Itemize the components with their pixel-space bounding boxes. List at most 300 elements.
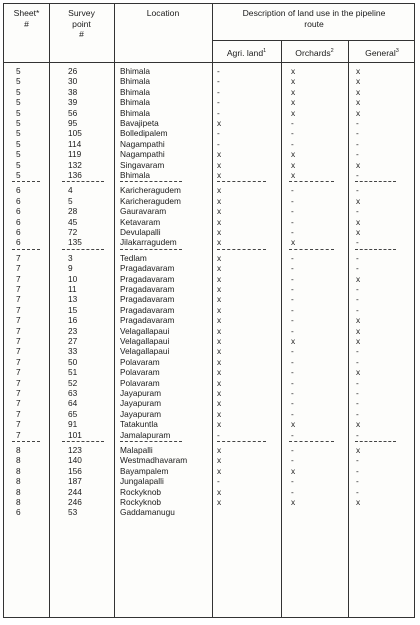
sheet-cell: 8 bbox=[16, 465, 21, 476]
table-row bbox=[4, 409, 414, 419]
point-cell: 135 bbox=[68, 237, 82, 248]
group-separator bbox=[355, 181, 396, 182]
point-cell: 51 bbox=[68, 367, 78, 378]
point-cell: 23 bbox=[68, 325, 78, 336]
general-cell: - bbox=[356, 356, 359, 367]
orchards-cell: - bbox=[291, 252, 294, 263]
orchards-cell: - bbox=[291, 445, 294, 455]
table-row bbox=[4, 430, 414, 440]
location-cell: Rockyknob bbox=[120, 497, 162, 507]
location-cell: Pragadavaram bbox=[120, 304, 175, 315]
group-separator bbox=[62, 181, 104, 182]
header-sheet-label: Sheet* bbox=[13, 8, 40, 18]
agri-cell: x bbox=[217, 170, 222, 180]
agri-cell: x bbox=[217, 419, 222, 430]
table-row bbox=[4, 419, 414, 429]
general-cell: - bbox=[356, 128, 359, 139]
agri-cell: x bbox=[217, 149, 222, 160]
general-cell: - bbox=[356, 455, 359, 466]
agri-cell: - bbox=[217, 429, 220, 440]
orchards-cell: - bbox=[291, 398, 294, 409]
agri-cell: x bbox=[217, 284, 222, 294]
agri-cell: x bbox=[217, 486, 222, 497]
agri-cell: - bbox=[217, 476, 220, 487]
location-cell: Karicheragudem bbox=[120, 195, 181, 206]
location-cell: Pragadavaram bbox=[120, 294, 175, 305]
group-separator bbox=[120, 441, 182, 442]
sheet-cell: 8 bbox=[16, 445, 21, 455]
location-cell: Polavaram bbox=[120, 367, 160, 378]
agri-cell: x bbox=[217, 237, 222, 248]
point-cell: 10 bbox=[68, 273, 78, 284]
point-cell: 9 bbox=[68, 263, 73, 274]
general-cell: - bbox=[356, 237, 359, 248]
general-cell: - bbox=[356, 429, 359, 440]
location-cell: Ketavaram bbox=[120, 216, 161, 227]
table-row bbox=[4, 118, 414, 128]
point-cell: 114 bbox=[68, 138, 82, 149]
group-separator bbox=[62, 441, 104, 442]
general-cell: - bbox=[356, 149, 359, 160]
location-cell: Tedlam bbox=[120, 252, 147, 263]
general-cell: x bbox=[356, 336, 361, 346]
point-cell: 39 bbox=[68, 97, 78, 108]
point-cell: 27 bbox=[68, 336, 78, 346]
general-cell: - bbox=[356, 304, 359, 315]
sheet-cell: 5 bbox=[16, 128, 21, 139]
point-cell: 16 bbox=[68, 315, 78, 326]
sheet-cell: 5 bbox=[16, 159, 21, 170]
sheet-cell: 5 bbox=[16, 138, 21, 149]
table-row bbox=[4, 206, 414, 216]
orchards-cell: - bbox=[291, 377, 294, 388]
general-cell: - bbox=[356, 476, 359, 487]
sheet-cell: 7 bbox=[16, 252, 21, 263]
orchards-cell: - bbox=[291, 118, 294, 128]
general-cell: - bbox=[356, 465, 359, 476]
agri-cell: x bbox=[217, 159, 222, 170]
sheet-cell: 7 bbox=[16, 294, 21, 305]
point-cell: 30 bbox=[68, 76, 78, 87]
sheet-cell: 6 bbox=[16, 206, 21, 217]
agri-cell: x bbox=[217, 377, 222, 388]
sheet-cell: 5 bbox=[16, 118, 21, 128]
orchards-cell: - bbox=[291, 356, 294, 367]
header-agri-label: Agri. land bbox=[226, 47, 264, 58]
agri-cell: - bbox=[217, 76, 220, 87]
table-row bbox=[4, 466, 414, 476]
point-cell: 95 bbox=[68, 118, 78, 128]
sheet-cell: 7 bbox=[16, 273, 21, 284]
location-cell: Jamalapuram bbox=[120, 429, 171, 440]
general-cell: x bbox=[356, 497, 361, 507]
group-separator bbox=[289, 441, 334, 442]
table-row bbox=[4, 128, 414, 138]
sheet-cell: 6 bbox=[16, 185, 21, 196]
sheet-cell: 5 bbox=[16, 66, 21, 76]
agri-cell: x bbox=[217, 263, 222, 274]
general-cell: - bbox=[356, 398, 359, 409]
table-row bbox=[4, 326, 414, 336]
location-cell: Polavaram bbox=[120, 356, 160, 367]
table-row bbox=[4, 378, 414, 388]
point-cell: 38 bbox=[68, 86, 78, 97]
table-row bbox=[4, 263, 414, 273]
point-cell: 65 bbox=[68, 408, 78, 419]
agri-cell: x bbox=[217, 195, 222, 206]
orchards-cell: - bbox=[291, 388, 294, 398]
general-cell: - bbox=[356, 408, 359, 419]
sheet-cell: 6 bbox=[16, 237, 21, 248]
sheet-cell: 7 bbox=[16, 429, 21, 440]
orchards-cell: - bbox=[291, 185, 294, 196]
orchards-cell: - bbox=[291, 486, 294, 497]
location-cell: Bolledipalem bbox=[120, 128, 168, 139]
table-row bbox=[4, 97, 414, 107]
agri-cell: x bbox=[217, 325, 222, 336]
location-cell: Pragadavaram bbox=[120, 284, 175, 294]
point-cell: 187 bbox=[68, 476, 82, 487]
point-cell: 13 bbox=[68, 294, 78, 305]
point-cell: 105 bbox=[68, 128, 82, 139]
group-separator bbox=[289, 249, 334, 250]
land-use-table bbox=[3, 3, 415, 618]
header-general-label: General bbox=[365, 47, 396, 58]
location-cell: Velagallapaui bbox=[120, 336, 170, 346]
point-cell: 63 bbox=[68, 388, 78, 398]
general-cell: x bbox=[356, 76, 361, 87]
point-cell: 4 bbox=[68, 185, 73, 196]
table-row bbox=[4, 87, 414, 97]
point-cell: 45 bbox=[68, 216, 78, 227]
table-row bbox=[4, 237, 414, 247]
agri-cell: x bbox=[217, 455, 222, 466]
general-cell: x bbox=[356, 195, 361, 206]
table-row bbox=[4, 76, 414, 86]
point-cell: 91 bbox=[68, 419, 78, 430]
header-subrule bbox=[212, 40, 414, 41]
point-cell: 52 bbox=[68, 377, 78, 388]
sheet-cell: 8 bbox=[16, 486, 21, 497]
header-location: Location bbox=[146, 8, 180, 18]
sheet-cell: 7 bbox=[16, 398, 21, 409]
agri-cell: x bbox=[217, 445, 222, 455]
header-point-label: point bbox=[72, 18, 91, 29]
header-sheet bbox=[4, 8, 49, 29]
orchards-cell: - bbox=[291, 346, 294, 357]
point-cell: 56 bbox=[68, 107, 78, 118]
orchards-cell: x bbox=[291, 66, 296, 76]
sheet-cell: 7 bbox=[16, 346, 21, 357]
header-agri bbox=[212, 46, 281, 58]
general-cell: x bbox=[356, 159, 361, 170]
sheet-cell: 7 bbox=[16, 304, 21, 315]
agri-cell: x bbox=[217, 315, 222, 326]
general-cell: x bbox=[356, 86, 361, 97]
agri-cell: x bbox=[217, 408, 222, 419]
orchards-cell: - bbox=[291, 128, 294, 139]
table-row bbox=[4, 357, 414, 367]
point-cell: 119 bbox=[68, 149, 82, 160]
agri-cell: x bbox=[217, 185, 222, 196]
orchards-cell: - bbox=[291, 138, 294, 149]
orchards-cell: x bbox=[291, 170, 296, 180]
general-cell: x bbox=[356, 367, 361, 378]
header-description-line2: route bbox=[304, 18, 324, 29]
agri-cell: x bbox=[217, 304, 222, 315]
sheet-cell: 5 bbox=[16, 107, 21, 118]
table-row bbox=[4, 217, 414, 227]
header-point-unit: # bbox=[79, 29, 84, 39]
agri-cell: x bbox=[217, 398, 222, 409]
point-cell: 15 bbox=[68, 304, 78, 315]
group-separator bbox=[289, 181, 334, 182]
sheet-cell: 7 bbox=[16, 419, 21, 430]
group-separator bbox=[217, 441, 266, 442]
agri-cell: x bbox=[217, 227, 222, 237]
orchards-cell: - bbox=[291, 195, 294, 206]
table-row bbox=[4, 507, 414, 517]
orchards-cell: - bbox=[291, 408, 294, 419]
general-cell: x bbox=[356, 107, 361, 118]
general-cell: - bbox=[356, 252, 359, 263]
table-row bbox=[4, 476, 414, 486]
point-cell: 132 bbox=[68, 159, 82, 170]
header-general-footnote: 3 bbox=[395, 48, 399, 54]
header-sheet-unit: # bbox=[24, 18, 29, 29]
orchards-cell: x bbox=[291, 465, 296, 476]
point-cell: 156 bbox=[68, 465, 82, 476]
sheet-cell: 7 bbox=[16, 388, 21, 398]
orchards-cell: x bbox=[291, 149, 296, 160]
sheet-cell: 7 bbox=[16, 336, 21, 346]
point-cell: 72 bbox=[68, 227, 78, 237]
header-survey-point bbox=[49, 8, 114, 40]
table-row bbox=[4, 253, 414, 263]
header-general bbox=[348, 46, 416, 58]
header-orchards bbox=[281, 46, 348, 58]
header-description bbox=[212, 8, 416, 29]
table-row bbox=[4, 315, 414, 325]
general-cell: - bbox=[356, 388, 359, 398]
group-separator bbox=[120, 181, 182, 182]
table-row bbox=[4, 398, 414, 408]
header-rule bbox=[4, 62, 414, 63]
location-cell: Jayapuram bbox=[120, 388, 162, 398]
sheet-cell: 8 bbox=[16, 497, 21, 507]
orchards-cell: - bbox=[291, 227, 294, 237]
location-cell: Westmadhavaram bbox=[120, 455, 188, 466]
agri-cell: x bbox=[217, 356, 222, 367]
header-description-line1: Description of land use in the pipeline bbox=[242, 8, 386, 18]
table-row bbox=[4, 294, 414, 304]
agri-cell: - bbox=[217, 107, 220, 118]
general-cell: - bbox=[356, 138, 359, 149]
location-cell: Velagallapaui bbox=[120, 325, 170, 336]
sheet-cell: 7 bbox=[16, 325, 21, 336]
sheet-cell: 7 bbox=[16, 367, 21, 378]
sheet-cell: 6 bbox=[16, 216, 21, 227]
agri-cell: - bbox=[217, 128, 220, 139]
general-cell: x bbox=[356, 66, 361, 76]
sheet-cell: 5 bbox=[16, 97, 21, 108]
location-cell: Polavaram bbox=[120, 377, 160, 388]
table-row bbox=[4, 196, 414, 206]
table-row bbox=[4, 160, 414, 170]
general-cell: - bbox=[356, 294, 359, 305]
table-row bbox=[4, 445, 414, 455]
sheet-cell: 6 bbox=[16, 195, 21, 206]
location-cell: Pragadavaram bbox=[120, 315, 175, 326]
agri-cell: x bbox=[217, 252, 222, 263]
point-cell: 28 bbox=[68, 206, 78, 217]
orchards-cell: x bbox=[291, 107, 296, 118]
orchards-cell: x bbox=[291, 97, 296, 108]
group-separator bbox=[217, 249, 266, 250]
location-cell: Jilakarragudem bbox=[120, 237, 177, 248]
location-cell: Tatakuntla bbox=[120, 419, 158, 430]
orchards-cell: - bbox=[291, 216, 294, 227]
point-cell: 64 bbox=[68, 398, 78, 409]
location-cell: Jayapuram bbox=[120, 398, 162, 409]
general-cell: x bbox=[356, 97, 361, 108]
orchards-cell: - bbox=[291, 476, 294, 487]
location-cell: Malapalli bbox=[120, 445, 153, 455]
agri-cell: x bbox=[217, 388, 222, 398]
group-separator bbox=[217, 181, 266, 182]
table-row bbox=[4, 66, 414, 76]
agri-cell: x bbox=[217, 206, 222, 217]
table-row bbox=[4, 455, 414, 465]
general-cell: - bbox=[356, 263, 359, 274]
location-cell: Jungalapalli bbox=[120, 476, 164, 487]
general-cell: x bbox=[356, 227, 361, 237]
orchards-cell: - bbox=[291, 367, 294, 378]
general-cell: x bbox=[356, 325, 361, 336]
table-row bbox=[4, 487, 414, 497]
sheet-cell: 6 bbox=[16, 507, 21, 518]
agri-cell: - bbox=[217, 86, 220, 97]
agri-cell: x bbox=[217, 346, 222, 357]
location-cell: Bhimala bbox=[120, 76, 150, 87]
point-cell: 53 bbox=[68, 507, 78, 518]
general-cell: - bbox=[356, 170, 359, 180]
agri-cell: x bbox=[217, 336, 222, 346]
point-cell: 11 bbox=[68, 284, 77, 294]
agri-cell: - bbox=[217, 138, 220, 149]
sheet-cell: 5 bbox=[16, 149, 21, 160]
orchards-cell: x bbox=[291, 497, 296, 507]
agri-cell: x bbox=[217, 294, 222, 305]
group-separator bbox=[355, 441, 396, 442]
location-cell: Bhimala bbox=[120, 86, 150, 97]
location-cell: Bhimala bbox=[120, 97, 150, 108]
general-cell: - bbox=[356, 118, 359, 128]
location-cell: Nagampathi bbox=[120, 138, 165, 149]
orchards-cell: - bbox=[291, 429, 294, 440]
location-cell: Bhimala bbox=[120, 66, 150, 76]
orchards-cell: x bbox=[291, 237, 296, 248]
agri-cell: x bbox=[217, 273, 222, 284]
table-row bbox=[4, 336, 414, 346]
location-cell: Bhimala bbox=[120, 107, 150, 118]
orchards-cell: - bbox=[291, 304, 294, 315]
table-row bbox=[4, 139, 414, 149]
general-cell: x bbox=[356, 445, 361, 455]
orchards-cell: - bbox=[291, 315, 294, 326]
point-cell: 244 bbox=[68, 486, 82, 497]
header-survey-label: Survey bbox=[68, 8, 95, 18]
point-cell: 136 bbox=[68, 170, 82, 180]
general-cell: x bbox=[356, 419, 361, 430]
orchards-cell: - bbox=[291, 455, 294, 466]
location-cell: Bhimala bbox=[120, 170, 150, 180]
point-cell: 123 bbox=[68, 445, 82, 455]
point-cell: 140 bbox=[68, 455, 82, 466]
sheet-cell: 8 bbox=[16, 455, 21, 466]
sheet-cell: 5 bbox=[16, 86, 21, 97]
agri-cell: x bbox=[217, 216, 222, 227]
table-row bbox=[4, 284, 414, 294]
table-row bbox=[4, 305, 414, 315]
location-cell: Pragadavaram bbox=[120, 263, 175, 274]
point-cell: 101 bbox=[68, 429, 82, 440]
table-row bbox=[4, 227, 414, 237]
sheet-cell: 7 bbox=[16, 356, 21, 367]
group-separator bbox=[62, 249, 104, 250]
location-cell: Gauravaram bbox=[120, 206, 167, 217]
table-row bbox=[4, 170, 414, 180]
general-cell: - bbox=[356, 284, 359, 294]
orchards-cell: - bbox=[291, 325, 294, 336]
orchards-cell: - bbox=[291, 284, 294, 294]
general-cell: - bbox=[356, 346, 359, 357]
table-row bbox=[4, 274, 414, 284]
location-cell: Singavaram bbox=[120, 159, 165, 170]
group-separator bbox=[12, 249, 40, 250]
point-cell: 33 bbox=[68, 346, 78, 357]
sheet-cell: 7 bbox=[16, 408, 21, 419]
sheet-cell: 5 bbox=[16, 170, 21, 180]
table-row bbox=[4, 388, 414, 398]
table-row bbox=[4, 185, 414, 195]
header-orchards-label: Orchards bbox=[295, 47, 331, 58]
sheet-cell: 5 bbox=[16, 76, 21, 87]
point-cell: 3 bbox=[68, 252, 73, 263]
general-cell: x bbox=[356, 273, 361, 284]
location-cell: Karicheragudem bbox=[120, 185, 181, 196]
general-cell: x bbox=[356, 315, 361, 326]
location-cell: Bavajipeta bbox=[120, 118, 159, 128]
sheet-cell: 7 bbox=[16, 315, 21, 326]
table-row bbox=[4, 108, 414, 118]
location-cell: Devulapalli bbox=[120, 227, 161, 237]
orchards-cell: - bbox=[291, 263, 294, 274]
sheet-cell: 8 bbox=[16, 476, 21, 487]
point-cell: 246 bbox=[68, 497, 82, 507]
table-row bbox=[4, 149, 414, 159]
location-cell: Nagampathi bbox=[120, 149, 165, 160]
group-separator bbox=[355, 249, 396, 250]
point-cell: 26 bbox=[68, 66, 78, 76]
sheet-cell: 6 bbox=[16, 227, 21, 237]
general-cell: - bbox=[356, 486, 359, 497]
agri-cell: - bbox=[217, 66, 220, 76]
orchards-cell: x bbox=[291, 76, 296, 87]
orchards-cell: x bbox=[291, 419, 296, 430]
group-separator bbox=[120, 249, 182, 250]
agri-cell: x bbox=[217, 367, 222, 378]
